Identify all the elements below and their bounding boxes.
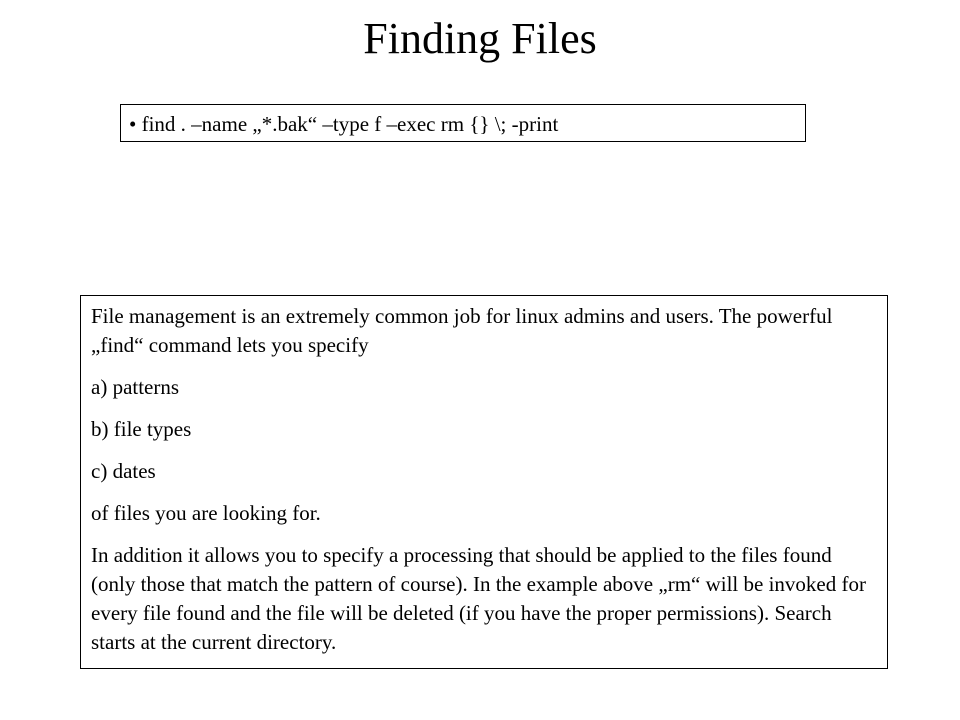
notes-intro: File management is an extremely common job for linux admins and users. The powerful „find“ command lets you specify: [91, 304, 833, 357]
notes-item-file-types: b) file types: [91, 417, 192, 441]
notes-item-patterns: a) patterns: [91, 375, 180, 399]
notes-outro: of files you are looking for.: [91, 501, 321, 525]
slide-title: Finding Files: [363, 14, 597, 63]
notes-detail: In addition it allows you to specify a processing that should be applied to the files found (only those that match the pattern of course). In the example above „rm“ will be invoked for every file found and the file will be deleted (if you have the proper permissions). Search starts at the current directory.: [91, 543, 866, 654]
command-box: [120, 104, 806, 142]
notes-item-dates: c) dates: [91, 459, 156, 483]
notes-box: [80, 295, 888, 669]
command-text: find . –name „*.bak“ –type f –exec rm {} \; -print: [141, 112, 559, 136]
bullet: •: [129, 112, 137, 136]
